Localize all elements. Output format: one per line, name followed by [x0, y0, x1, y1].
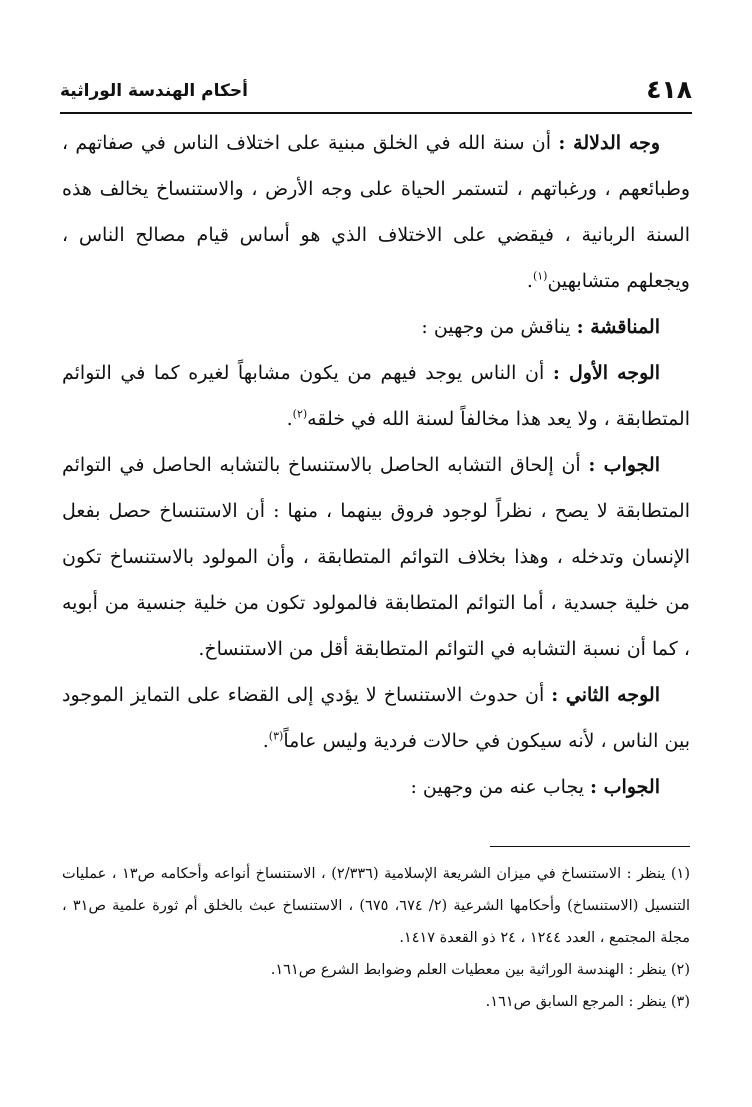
header-rule	[60, 112, 692, 114]
footnote-3: (٣) ينظر : المرجع السابق ص١٦١.	[485, 994, 690, 1010]
paragraph-lead: المناقشة :	[576, 316, 660, 338]
footnote-ref[interactable]: (١)	[532, 269, 548, 283]
footnote-ref[interactable]: (٣)	[268, 729, 284, 743]
paragraph-lead: الوجه الأول :	[552, 362, 660, 384]
paragraph-text: أن حدوث الاستنساخ لا يؤدي إلى القضاء على التمايز الموجود بين الناس ، لأنه سيكون في حالات فردية وليس عاماً	[62, 684, 690, 752]
footnote-ref[interactable]: (٢)	[292, 407, 308, 421]
paragraph-end: .	[286, 408, 293, 430]
paragraph-end: .	[262, 730, 269, 752]
paragraph-text: أن الناس يوجد فيهم من يكون مشابهاً لغيره كما في التوائم المتطابقة ، ولا يعد هذا مخالفاً لسنة الله في خلقه	[62, 362, 690, 430]
running-title: أحكام الهندسة الوراثية	[60, 81, 248, 101]
paragraph-first-aspect	[62, 350, 690, 442]
paragraph-lead: الجواب :	[588, 454, 660, 476]
paragraph-text: يناقش من وجهين :	[421, 316, 577, 338]
paragraph-second-aspect	[62, 672, 690, 764]
main-text	[62, 120, 690, 810]
paragraph-end: .	[526, 270, 533, 292]
footnote-1: (١) ينظر : الاستنساخ في ميزان الشريعة الإسلامية (٢/٣٣٦) ، الاستنساخ أنواعه وأحكامه ص١٣ ، عمليات التنسيل (الاستنساخ) وأحكامها الشرعية (٢/ ٦٧٤، ٦٧٥) ، الاستنساخ عبث بالخلق أم ثورة علمية ص٣١ ، مجلة المجتمع ، العدد ١٢٤٤ ، ٢٤ ذو القعدة ١٤١٧.	[62, 866, 691, 946]
page-number: ٤١٨	[646, 75, 692, 104]
footnote-2: (٢) ينظر : الهندسة الوراثية بين معطيات العلم وضوابط الشرع ص١٦١.	[270, 962, 690, 978]
paragraph-text: أن إلحاق التشابه الحاصل بالاستنساخ بالتشابه الحاصل في التوائم المتطابقة لا يصح ، نظراً لوجود فروق بينهما ، منها : أن الاستنساخ حصل بفعل الإنسان وتدخله ، وهذا بخلاف التوائم المتطابقة ، وأن المولود بالاستنساخ تكون من خلية جسدية ، أما التوائم المتطابقة فالمولود تكون من خلية جنسية من أبويه ، كما أن نسبة التشابه في التوائم المتطابقة أقل من الاستنساخ.	[62, 454, 690, 660]
footnotes	[62, 858, 690, 1018]
paragraph-evidence	[62, 120, 690, 304]
paragraph-lead: الجواب :	[590, 776, 660, 798]
paragraph-text: يجاب عنه من وجهين :	[410, 776, 591, 798]
paragraph-text: أن سنة الله في الخلق مبنية على اختلاف الناس في صفاتهم ، وطبائعهم ، ورغباتهم ، لتستمر الحياة على وجه الأرض ، والاستنساخ يخالف هذه السنة الربانية ، فيقضي على الاختلاف الذي هو أساس قيام مصالح الناس ، ويجعلهم متشابهين	[62, 132, 690, 292]
paragraph-answer-1	[62, 442, 690, 672]
paragraph-discussion	[62, 304, 690, 350]
paragraph-lead: وجه الدلالة :	[558, 132, 661, 154]
paragraph-answer-2	[62, 764, 690, 810]
footnote-separator	[490, 846, 690, 847]
page-header	[60, 74, 692, 110]
paragraph-lead: الوجه الثاني :	[551, 684, 660, 706]
